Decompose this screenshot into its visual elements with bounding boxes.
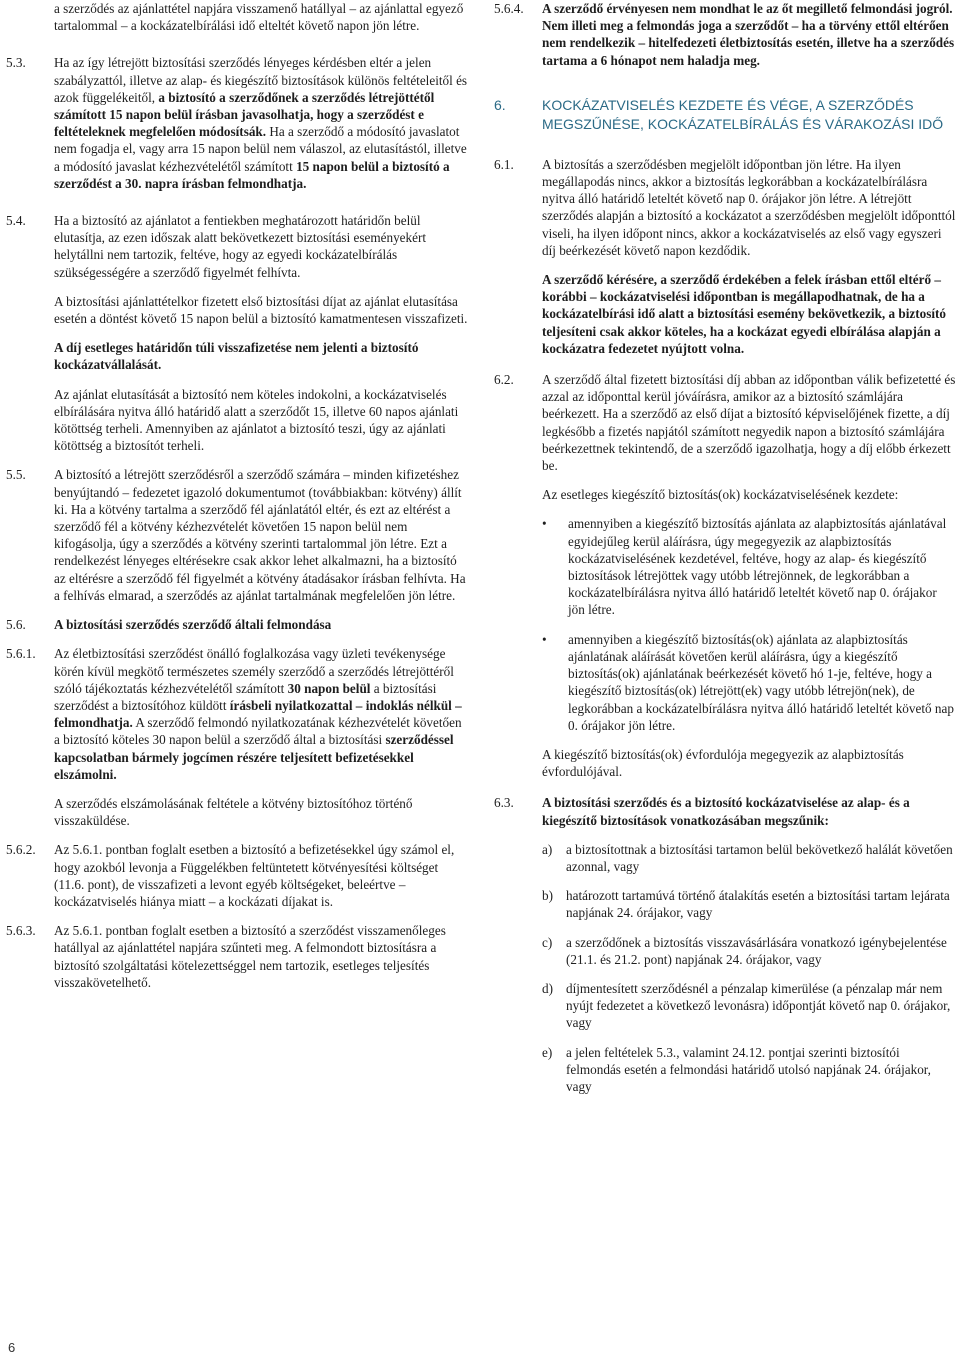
section-5-6-1-p2: A szerződés elszámolásának feltétele a kötvény biztosítóhoz történő visszaküldése. xyxy=(54,795,413,829)
section-5-5-text: A biztosító a létrejött szerződésről a szerződő számára – minden kifizetéshez benyújtandó – fedezetet igazoló dokumentumot (továbbiakban: kötvény) állít ki. Ha a kötvény tartalma a szerződő fél ajánlatától eltér, és ezt az eltérést a szerződő fél a kötvény kézhezvételét követően 15 napon belül nem kifogásolja, úgy a szerződés a kötvény szerinti tartalommal jön létre. Ezt a rendelkezést lényeges eltérésekre csak akkor lehet alkalmazni, ha a biztosító az eltérésre a szerződő fél figyelmét a kötvény átadásakor írásban felhívta. Ha a felhívás elmarad, a szerződés az ajánlat tartalmának megfelelően jön létre. xyxy=(54,467,466,603)
section-number: 6.2. xyxy=(494,372,514,388)
intro-text: a szerződés az ajánlattétel napjára visszamenő hatállyal – az ajánlattal egyező tartalommal – a kockázatelbírálási idő elteltét követő napon jön létre. xyxy=(54,1,464,34)
section-5-6-3-text: Az 5.6.1. pontban foglalt esetben a biztosító a szerződést visszamenőleges hatállyal az ajánlattétel napjára szűnteti meg. A felmondott biztosításra a biztosító szolgáltatási kötelezettséggel nem tartozik, esetleges teljesítés visszakövetelhető. xyxy=(54,923,446,990)
left-column xyxy=(6,0,468,1003)
chapter-title: KOCKÁZATVISELÉS KEZDETE ÉS VÉGE, A SZERZŐDÉS MEGSZŰNÉSE, KOCKÁZATELBÍRÁLÁS ÉS VÁRAKOZÁSI IDŐ xyxy=(542,96,944,132)
bullet-marker: • xyxy=(542,516,547,532)
section-number: 6.3. xyxy=(494,795,514,811)
section-6-3 xyxy=(494,794,956,1107)
section-5-4-p1: Ha a biztosító az ajánlatot a fentiekben meghatározott határidőn belül elutasítja, az ezen időszak alatt bekövetkezett biztosítási eseményekért helytállni nem tartozik, feltéve, hogy az egyedi kockázatelbírálás szükségességére a szerződő figyelmét felhívta. xyxy=(54,213,427,280)
list-item: c) a szerződőnek a biztosítás visszavásárlására vonatkozó igénybejelentése (21.1. és 21.2. pont) napjának 24. órájakor, vagy xyxy=(542,934,947,967)
termination-list xyxy=(542,841,956,1095)
section-5-6 xyxy=(6,616,468,633)
bullet-list xyxy=(542,515,956,733)
section-5-6-1 xyxy=(6,645,468,829)
page-number: 6 xyxy=(8,1340,16,1355)
list-item: e) a jelen feltételek 5.3., valamint 24.12. pontjai szerinti biztosítói felmondás esetén a felmondási határidő utolsó napjának 24. órájakor, vagy xyxy=(542,1044,931,1094)
section-5-6-1-p1: Az életbiztosítási szerződést önálló foglalkozása vagy üzleti tevékenysége körén kívül megkötő természetes személy szerződő a szerződés létrejöttéről szóló tájékoztatás kézhezvételétől számított 30 napon belül a biztosítási szerződést a biztosítóhoz küldött írásbeli nyilatkozattal – indoklás nélkül – felmondhatja. A szerződő felmondó nyilatkozatának kézhezvételét követően a biztosító köteles 30 napon belül a szerződő által a biztosítási szerződéssel kapcsolatban bármely jogcímen részére teljesített befizetésekkel elszámolni. xyxy=(54,646,462,782)
section-number: 5.3. xyxy=(6,55,26,71)
list-item: d) díjmentesített szerződésnél a pénzalap kimerülése (a pénzalap már nem nyújt fedezetet a következő levonásra) időpontját követő nap 0. órájakor, vagy xyxy=(542,980,951,1031)
section-6-2 xyxy=(494,371,956,780)
section-5-6-3 xyxy=(6,922,468,991)
list-item: b) határozott tartamúvá történő átalakítás esetén a biztosítási tartam lejárata napjának 24. órájakor, vagy xyxy=(542,888,950,921)
chapter-6-heading xyxy=(494,96,956,134)
section-5-3-text: Ha az így létrejött biztosítási szerződés lényeges kérdésben eltér a jelen szabályzattól, illetve az alap- és kiegészítő biztosítások különös feltételeitől és azok függelékeitől, a biztosító a szerződőnek a szerződés létrejöttétől számított 15 napon belül írásban javasolhatja, hogy a szerződést e feltételeknek megfelelően módosítsák. Ha a szerződő a módosító javaslatot nem fogadja el, vagy arra 15 napon belül nem válaszol, az elutasítástól, illetve a módosító javaslat kézhezvételétől számított 15 napon belül a biztosító a szerződést a 30. napra írásban felmondhatja. xyxy=(54,55,468,191)
section-5-4-p2: A biztosítási ajánlattételkor fizetett első biztosítási díjat az ajánlat elutasítása esetén a döntést követő 15 napon belül a biztosító kamatmentesen visszafizeti. xyxy=(54,293,468,327)
section-number: 6.1. xyxy=(494,156,514,172)
section-number: 5.6.1. xyxy=(6,646,36,662)
section-6-2-p3: A kiegészítő biztosítás(ok) évfordulója megegyezik az alapbiztosítás évfordulójával. xyxy=(542,746,904,780)
section-6-2-p1: A szerződő által fizetett biztosítási díj abban az időpontban válik befizetetté és azzal az időponttal kerül jóváírásra, amikor az a biztosító számlájára beérkezett. Ha a szerződő az első díjat a biztosító képviselőjének fizette, a díj legkésőbb a fizetés napjától számított negyedik napon a biztosító számlájára beérkezettnek tekintendő, de a szerződő igazolhatja, hogy a díj előbb érkezett be. xyxy=(542,372,956,474)
list-item: a) a biztosítottnak a biztosítási tartamon belül bekövetkező halálát követően azonnal, vagy xyxy=(542,841,953,874)
list-item: • amennyiben a kiegészítő biztosítás(ok) ajánlata az alapbiztosítás ajánlatának aláírását követően kerül aláírásra, úgy a kiegészítő biztosítás(ok) ajánlatának beérkezését követő hó 1-je, feltéve, hogy a kiegészítő biztosítás(ok) létrejött(ek) vagy utóbb létrejön(nek), de legkorábban a kockázatelbírálásra nyitva álló határidő leteltét követő nap 0. órájakor jön létre. xyxy=(542,631,954,733)
section-6-1-p1: A biztosítás a szerződésben megjelölt időpontban jön létre. Ha ilyen megállapodás nincs, akkor a biztosítás legkorábban a kockázatelbírálásra nyitva álló határidő leteltét követő nap 0. órájakor jön létre. A létrejött szerződés alapján a biztosító a kockázatot a szerződésben megjelölt időponttól viseli, ha ilyen időpont nincs, akkor a kockázatviselés az első vagy egyszeri díj beérkezését követő napon kezdődik. xyxy=(542,156,956,258)
section-6-1 xyxy=(494,156,956,357)
section-number: 5.6.2. xyxy=(6,842,36,858)
section-6-3-title: A biztosítási szerződés és a biztosító kockázatviselése az alap- és a kiegészítő biztosítások vonatkozásában megszűnik: xyxy=(542,795,910,828)
bullet-marker: • xyxy=(542,631,547,647)
section-6-2-p2: Az esetleges kiegészítő biztosítás(ok) kockázatviselésének kezdete: xyxy=(542,487,899,503)
section-5-5 xyxy=(6,466,468,604)
section-5-6-title: A biztosítási szerződés szerződő általi felmondása xyxy=(54,617,332,633)
section-number: 5.4. xyxy=(6,213,26,229)
section-number: 5.6.4. xyxy=(494,1,524,16)
section-number: 5.5. xyxy=(6,467,26,483)
section-5-4-p3: A díj esetleges határidőn túli visszafizetése nem jelenti a biztosító kockázatvállalását. xyxy=(54,340,419,373)
section-5-6-2 xyxy=(6,841,468,910)
section-number: 5.6.3. xyxy=(6,923,36,939)
section-6-1-p2: A szerződő kérésére, a szerződő érdekében a felek írásban ettől eltérő – korábbi – kockázatviselési időpontban is megállapodhatnak, de ha a kockázatelbírási idő alatt a biztosítási esemény bekövetkezik, a biztosító teljesíteni csak akkor köteles, ha a kockázat egyedi elbírálása alapján a kockázatra fedezetet nyújtott volna. xyxy=(542,272,947,356)
section-number: 5.6. xyxy=(6,617,26,633)
list-item: • amennyiben a kiegészítő biztosítás ajánlata az alapbiztosítás ajánlatával egyidejűleg kerül aláírásra, úgy megegyezik az alapbiztosítás kockázatviselésének kezdetével, feltéve, hogy az alap- és kiegészítő biztosítások létrejöttek vagy utóbb létrejönnek, de legkorábban a kockázatelbírálásra nyitva álló határidő leteltét követő nap 0. órájakor jön létre. xyxy=(542,516,947,618)
right-column xyxy=(494,0,956,1119)
section-5-6-4-text: A szerződő érvényesen nem mondhat le az őt megillető felmondási jogról. Nem illeti meg a felmondás joga a szerződőt – ha a törvény ettől eltérően nem rendelkezik – hitelfedezeti életbiztosítás esetén, illetve ha a szerződés tartama a 6 hónapot nem haladja meg. xyxy=(542,1,955,68)
section-5-4 xyxy=(6,212,468,454)
intro-paragraph xyxy=(6,0,468,34)
section-5-4-p4: Az ajánlat elutasítását a biztosító nem köteles indokolni, a kockázatviselés elbírálására nyitva álló határidő alatt a szerződőt 15, illetve 60 napos ajánlati kötöttség terheli. Amennyiben az ajánlatot a biztosító teszi, úgy az ajánlati kötöttség a biztosítót terheli. xyxy=(54,386,459,454)
chapter-number: 6. xyxy=(494,96,506,113)
section-5-3 xyxy=(6,54,468,192)
section-5-6-2-text: Az 5.6.1. pontban foglalt esetben a biztosító a befizetésekkel úgy számol el, hogy azokból levonja a Függelékben feltüntetett kötvényesítési költséget (11.6. pont), de visszafizeti a levont egyéb költségeket, beleértve – kockázatviselés hiánya miatt – a kockázati díjakat is. xyxy=(54,842,455,909)
section-5-6-4 xyxy=(494,0,956,69)
